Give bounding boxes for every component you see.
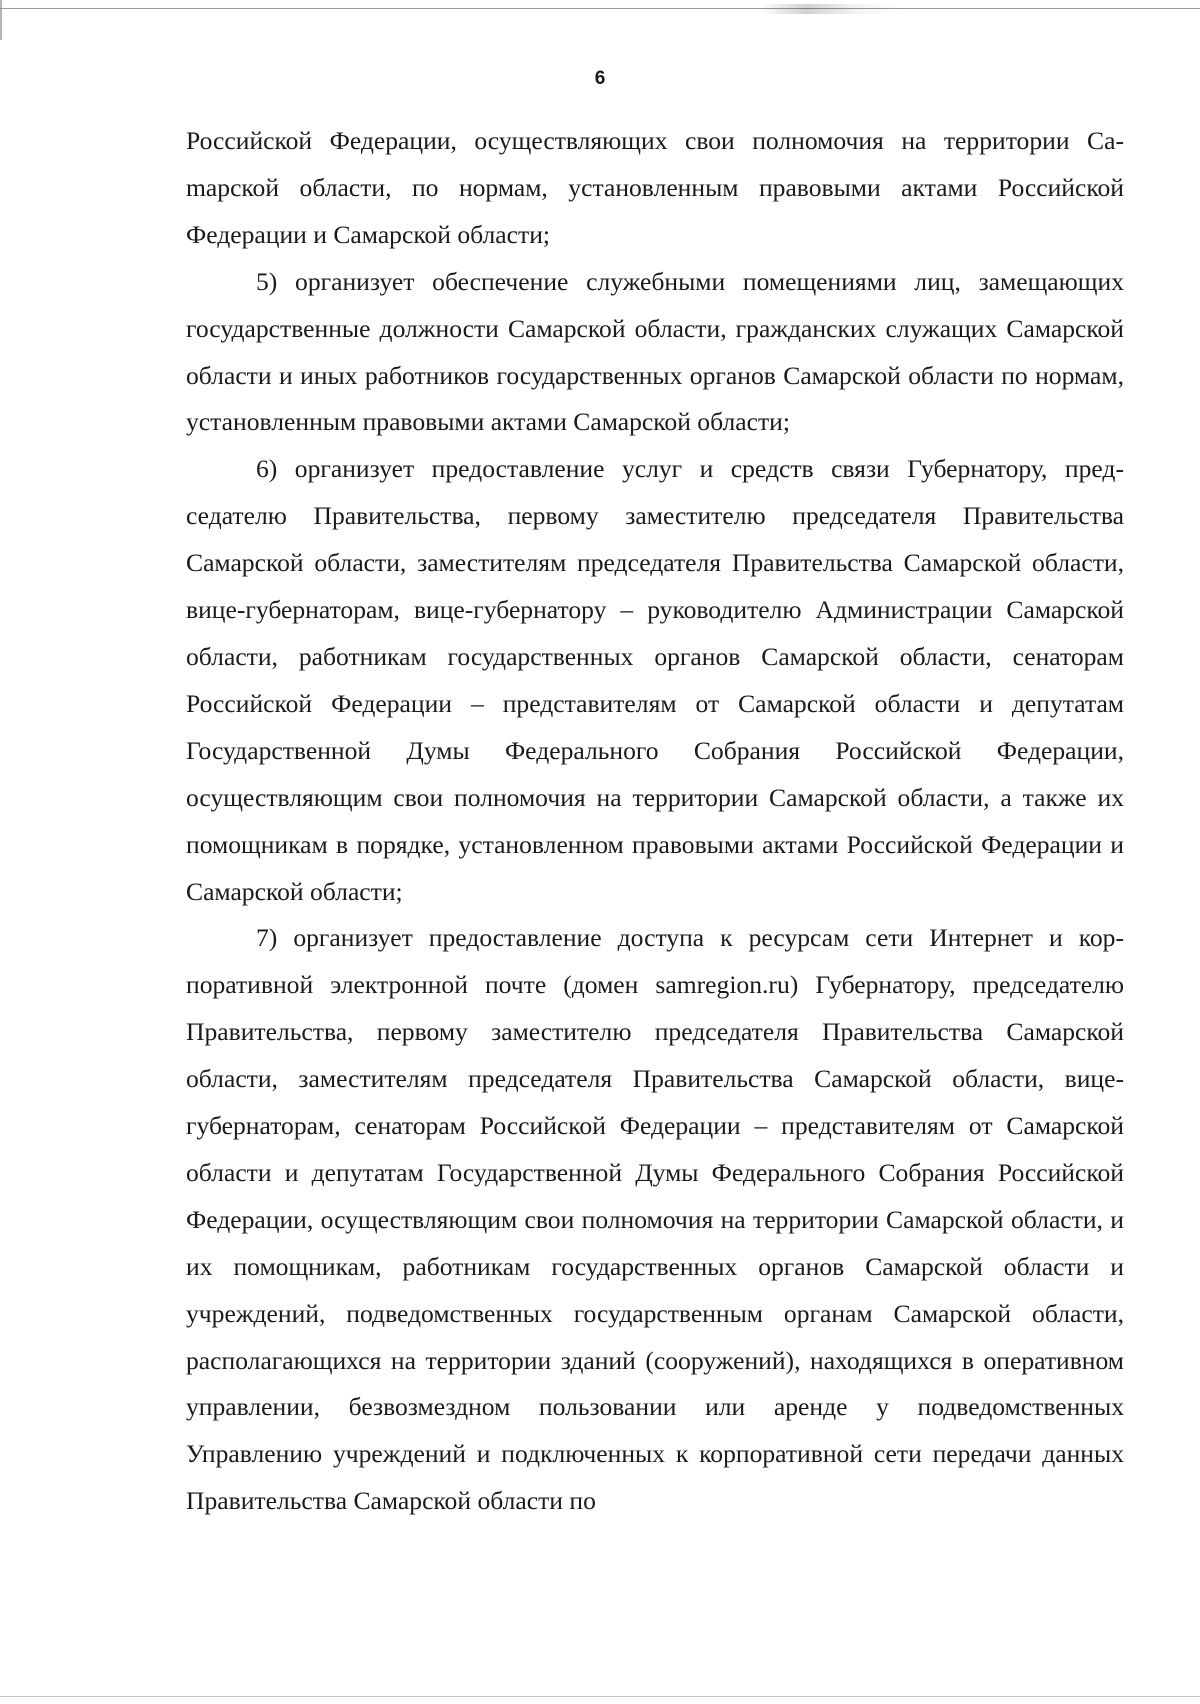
paragraph-item-7: 7) организует предоставление доступа к ресурсам сети Интернет и корпоративной электронной почте (домен samregion.ru) Губернатору, председателю Правительства, первому заместителю председателя Правительства Самарской области, заместителям председателя Правительства Самарской области, вице-губернаторам, сенаторам Российской Федерации – представителям от Самарской области и депутатам Государственной Думы Федерального Собрания Российской Федерации, осуществляющим свои полномочия на территории Самарской области, и их помощникам, работникам государственных органов Самарской области и учреждений, подведомственных государственным органам Самарской области, располагающихся на территории зданий (сооружений), находящихся в оперативном управлении, безвозмездном пользовании или аренде у подведомственных Управлению учреждений и подключенных к корпоративной сети передачи данных Правительства Самарской области по xyxy=(186,923,1124,1516)
scan-edge-left xyxy=(0,0,2,40)
paragraph-item-6: 6) организует предоставление услуг и средств связи Губернатору, председателю Правительства, первому заместителю председателя Правительства Самарской области, заместителям председателя Правительства Самарской области, вице-губернаторам, вице-губернатору – руководителю Администрации Самарской области, работникам государственных органов Самарской области, сенаторам Российской Федерации – представителям от Самарской области и депутатам Государственной Думы Федерального Собрания Российской Федерации, осуществляющим свои полномочия на территории Самарской области, а также их помощникам в порядке, установленном правовыми актами Российской Федерации и Самарской области; xyxy=(186,454,1124,906)
paragraph-continuation: Российской Федерации, осуществляющих свои полномочия на территории Саmарской области, по нормам, установленным правовыми актами Российской Федерации и Самарской области; xyxy=(186,126,1124,249)
scan-artifact-bottom-line xyxy=(0,1696,1200,1697)
scan-artifact-smudge xyxy=(760,4,900,14)
scan-artifact-top-line xyxy=(0,8,1200,9)
paragraph-item-5: 5) организует обеспечение служебными помещениями лиц, замещающих государственные должности Самарской области, гражданских служащих Самарской области и иных работников государственных органов Самарской области по нормам, установленным правовыми актами Самарской области; xyxy=(186,266,1124,437)
page-number: 6 xyxy=(594,68,606,89)
document-body xyxy=(186,118,1124,1525)
